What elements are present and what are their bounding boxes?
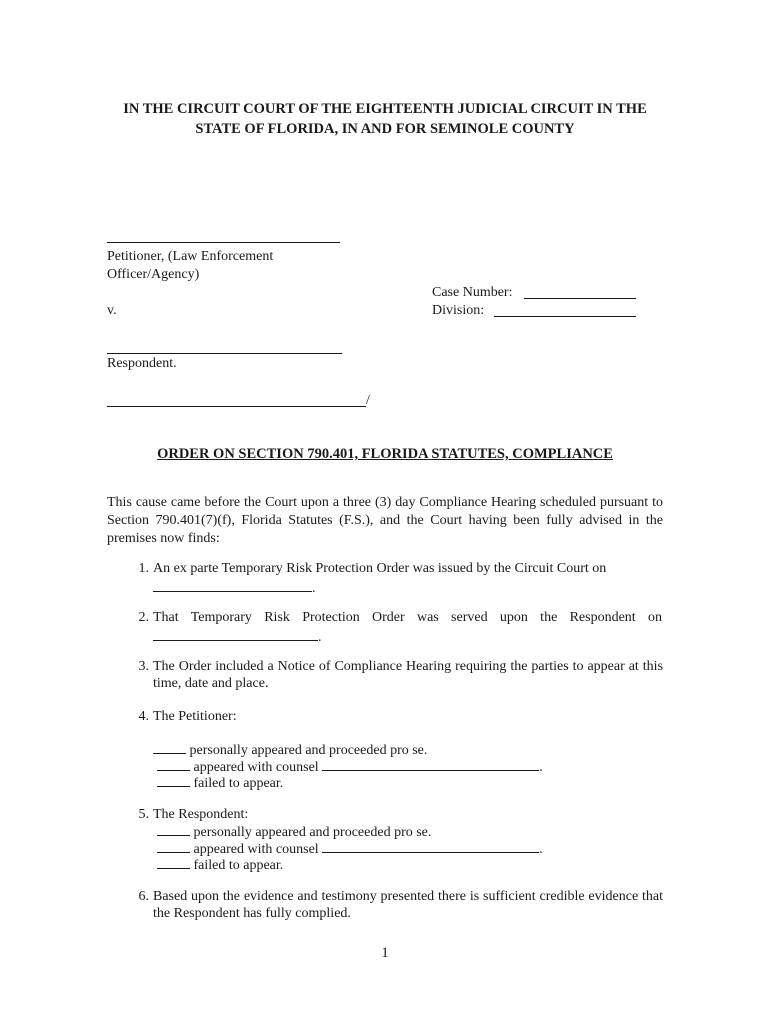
respondent-counsel-field[interactable] [322,839,539,853]
case-number-label: Case Number: [432,285,513,300]
item-3-number: 3. [138,659,149,674]
petitioner-label-line2: Officer/Agency) [107,267,200,282]
petitioner-counsel-tail: . [539,760,543,775]
respondent-option-1-checkline[interactable] [157,822,190,836]
respondent-option-3-checkline[interactable] [157,855,190,869]
item-1-text: An ex parte Temporary Risk Protection Order was issued by the Circuit Court on [153,561,607,576]
item-1-date-field[interactable] [153,578,312,592]
division-label: Division: [432,303,485,318]
respondent-option-3 [157,855,283,875]
case-number-field[interactable] [524,298,636,299]
petitioner-option-2-label: appeared with counsel [193,760,319,775]
respondent-option-3-label: failed to appear. [193,858,284,873]
item-1-tail: . [312,581,316,596]
petitioner-option-1-checkline[interactable] [153,740,186,754]
versus-label: v. [107,303,117,318]
item-4-text: The Petitioner: [153,709,237,724]
item-1-number: 1. [138,561,149,576]
item-2-date-row [153,627,322,646]
item-2-tail: . [318,630,322,645]
respondent-name-line[interactable] [107,353,342,354]
petitioner-option-3-label: failed to appear. [193,776,284,791]
page-number: 1 [381,945,389,961]
item-5-number: 5. [138,807,149,822]
respondent-counsel-tail: . [539,842,543,857]
item-5-text: The Respondent: [153,807,249,822]
item-6-number: 6. [138,889,149,904]
petitioner-option-2-checkline[interactable] [157,757,190,771]
court-header [0,99,770,139]
caption-closing-line [107,406,366,407]
item-6-text: Based upon the evidence and testimony presented there is sufficient credible evidence that the Respondent has fully complied. [153,889,663,921]
petitioner-counsel-field[interactable] [322,757,539,771]
caption-slash: / [366,393,370,408]
petitioner-name-line[interactable] [107,242,340,243]
court-header-line1: IN THE CIRCUIT COURT OF THE EIGHTEENTH JUDICIAL CIRCUIT IN THE [123,101,647,117]
respondent-option-1-label: personally appeared and proceeded pro se. [193,825,432,840]
division-field[interactable] [494,316,636,317]
petitioner-label-line1: Petitioner, (Law Enforcement [107,249,274,264]
item-4-number: 4. [138,709,149,724]
petitioner-option-3 [157,773,283,793]
order-title: ORDER ON SECTION 790.401, FLORIDA STATUTES, COMPLIANCE [157,446,613,462]
item-2-date-field[interactable] [153,627,318,641]
intro-paragraph: This cause came before the Court upon a three (3) day Compliance Hearing scheduled pursuant to Section 790.401(7)(f), Florida Statutes (F.S.), and the Court having been fully advised in the premises now finds: [107,495,663,546]
item-2-text: That Temporary Risk Protection Order was served upon the Respondent on [153,610,662,625]
respondent-label: Respondent. [107,356,177,371]
court-header-line2: STATE OF FLORIDA, IN AND FOR SEMINOLE COUNTY [195,121,575,137]
item-2-number: 2. [138,610,149,625]
respondent-option-2-label: appeared with counsel [193,842,319,857]
item-3-text: The Order included a Notice of Compliance Hearing requiring the parties to appear at this time, date and place. [153,659,663,691]
item-1-date-row [153,578,316,597]
petitioner-option-3-checkline[interactable] [157,773,190,787]
petitioner-option-1-label: personally appeared and proceeded pro se. [189,743,428,758]
respondent-option-2-checkline[interactable] [157,839,190,853]
